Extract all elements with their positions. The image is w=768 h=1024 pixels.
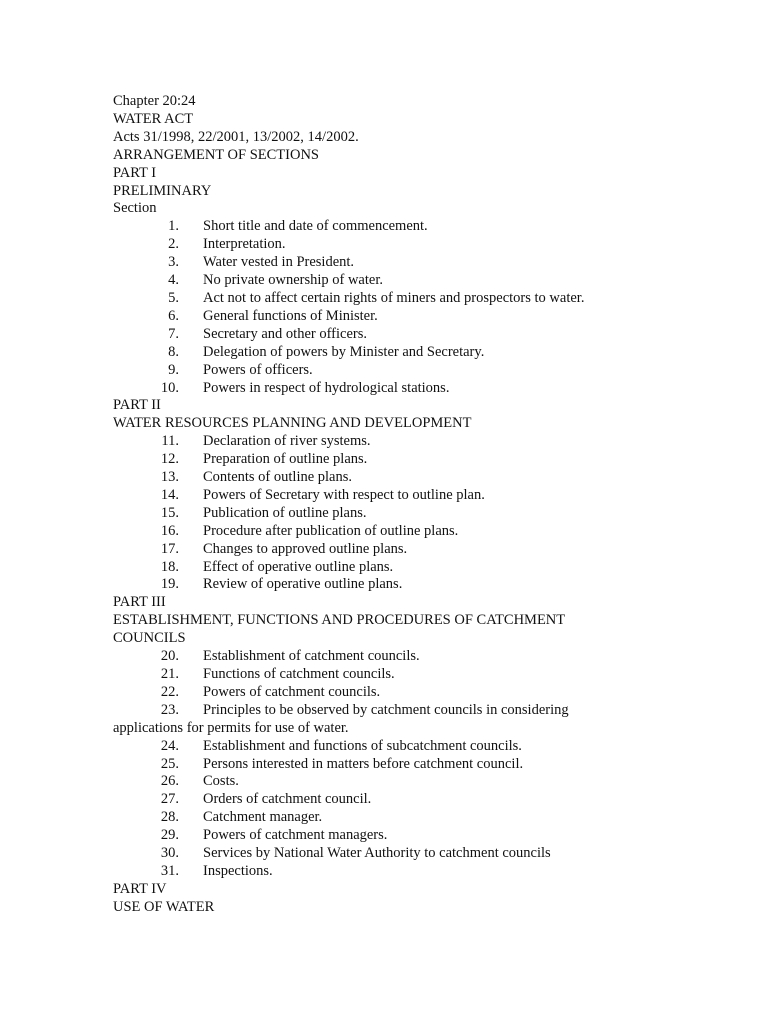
section-title: Powers of catchment managers. [203, 827, 388, 844]
part-4-heading: USE OF WATER [113, 898, 215, 915]
section-title: Functions of catchment councils. [203, 666, 395, 682]
section-entry-23 [113, 702, 673, 720]
section-title: Costs. [203, 773, 239, 790]
section-entry [113, 272, 673, 290]
section-title: Water vested in President. [203, 254, 355, 271]
section-entry [113, 344, 673, 362]
section-entry [113, 487, 673, 505]
section-entry [113, 541, 673, 559]
section-entry [113, 863, 673, 881]
section-number: 16. [160, 522, 179, 539]
part-3-heading-line-2: COUNCILS [113, 630, 186, 647]
section-number: 9. [168, 361, 179, 378]
section-title: Powers of Secretary with respect to outline plan. [203, 486, 485, 503]
section-title: Publication of outline plans. [203, 504, 367, 521]
part-2-label: PART II [113, 397, 161, 414]
section-title: Contents of outline plans. [203, 469, 353, 486]
section-number: 14. [160, 486, 179, 503]
section-entry [113, 469, 673, 487]
section-title: Declaration of river systems. [203, 433, 371, 450]
section-entry [113, 791, 673, 809]
section-number: 25. [160, 755, 179, 772]
section-title: Orders of catchment council. [203, 791, 372, 808]
section-entry [113, 738, 673, 756]
section-number: 22. [160, 683, 179, 700]
section-title: Changes to approved outline plans. [203, 540, 408, 557]
section-entry [113, 362, 673, 380]
section-entry [113, 773, 673, 791]
section-number: 6. [168, 307, 179, 324]
amending-acts: Acts 31/1998, 22/2001, 13/2002, 14/2002. [113, 128, 359, 145]
section-title: Establishment and functions of subcatchment councils. [203, 737, 522, 754]
section-number: 15. [160, 504, 179, 521]
section-entry [113, 505, 673, 523]
part-3-section-list-a [113, 648, 673, 702]
section-entry [113, 218, 673, 236]
section-title: Review of operative outline plans. [203, 576, 403, 593]
section-title: Act not to affect certain rights of miners and prospectors to water. [203, 289, 585, 306]
section-number: 29. [160, 827, 179, 844]
section-number: 28. [160, 809, 179, 826]
section-number: 27. [160, 791, 179, 808]
section-entry [113, 845, 673, 863]
section-entry [113, 809, 673, 827]
part-1-section-list [113, 218, 673, 397]
section-entry [113, 290, 673, 308]
section-number: 21. [160, 666, 179, 682]
section-number: 3. [168, 254, 179, 271]
section-title: Inspections. [203, 862, 273, 879]
part-1-label: PART I [113, 164, 157, 181]
section-entry [113, 666, 673, 684]
section-title: Short title and date of commencement. [203, 218, 428, 235]
section-title: Establishment of catchment councils. [203, 648, 420, 665]
section-number: 5. [168, 289, 179, 306]
section-title: Secretary and other officers. [203, 325, 367, 342]
part-1-heading: PRELIMINARY [113, 182, 212, 199]
section-label: Section [113, 200, 157, 217]
section-entry [113, 451, 673, 469]
section-number: 7. [168, 325, 179, 342]
section-number: 30. [160, 845, 179, 862]
part-3-heading-line-1: ESTABLISHMENT, FUNCTIONS AND PROCEDURES OF CATCHMENT [113, 612, 566, 629]
part-2-heading: WATER RESOURCES PLANNING AND DEVELOPMENT [113, 415, 472, 432]
section-number: 26. [160, 773, 179, 790]
section-title-continuation: applications for permits for use of water. [113, 719, 349, 736]
section-entry [113, 254, 673, 272]
section-number: 13. [160, 469, 179, 486]
section-entry [113, 684, 673, 702]
section-number: 23. [160, 701, 179, 718]
section-title: Persons interested in matters before catchment council. [203, 755, 524, 772]
section-title: Services by National Water Authority to catchment councils [203, 845, 551, 862]
section-entry [113, 576, 673, 594]
section-entry [113, 308, 673, 326]
section-title: Powers in respect of hydrological stations. [203, 379, 450, 396]
section-number: 24. [160, 737, 179, 754]
section-number: 1. [168, 218, 179, 235]
section-entry [113, 827, 673, 845]
section-entry [113, 380, 673, 398]
section-title: Powers of catchment councils. [203, 683, 381, 700]
section-number: 20. [160, 648, 179, 665]
part-4-label: PART IV [113, 880, 167, 897]
section-entry [113, 559, 673, 577]
section-number: 18. [160, 558, 179, 575]
section-number: 2. [168, 236, 179, 253]
part-2-section-list [113, 433, 673, 594]
part-3-section-list-b [113, 738, 673, 881]
section-number: 4. [168, 272, 179, 289]
part-3-label: PART III [113, 594, 166, 611]
section-title: Delegation of powers by Minister and Secretary. [203, 343, 485, 360]
section-entry [113, 523, 673, 541]
section-number: 10. [160, 379, 179, 396]
document-page [113, 93, 673, 917]
act-title: WATER ACT [113, 110, 194, 127]
section-title: Principles to be observed by catchment councils in considering [203, 701, 569, 718]
section-title: General functions of Minister. [203, 307, 378, 324]
section-entry [113, 648, 673, 666]
section-title: Preparation of outline plans. [203, 451, 368, 468]
section-number: 17. [160, 540, 179, 557]
section-title: Powers of officers. [203, 361, 313, 378]
section-entry [113, 756, 673, 774]
section-entry [113, 433, 673, 451]
arrangement-heading: ARRANGEMENT OF SECTIONS [113, 146, 319, 163]
section-title: Effect of operative outline plans. [203, 558, 394, 575]
section-number: 11. [161, 433, 179, 450]
section-number: 8. [168, 343, 179, 360]
chapter-number: Chapter 20:24 [113, 93, 196, 109]
section-entry [113, 326, 673, 344]
section-title: No private ownership of water. [203, 272, 383, 289]
section-title: Interpretation. [203, 236, 286, 253]
section-number: 31. [160, 862, 179, 879]
section-entry [113, 236, 673, 254]
section-number: 19. [160, 576, 179, 593]
section-title: Procedure after publication of outline plans. [203, 522, 459, 539]
section-title: Catchment manager. [203, 809, 323, 826]
section-number: 12. [160, 451, 179, 468]
